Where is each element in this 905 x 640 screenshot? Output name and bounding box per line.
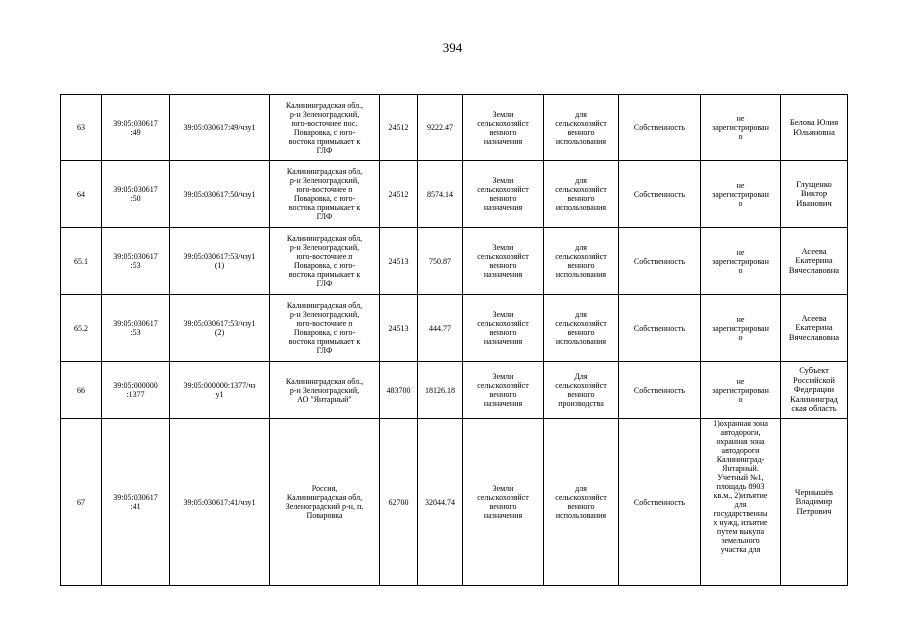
owner-name: Субъект Российской Федерации Калининград ская область (781, 362, 848, 419)
plot-part-number: 39:05:030617:53/чзу1 (2) (170, 295, 270, 362)
permitted-use: Для сельскохозяйст венного производства (544, 362, 619, 419)
land-category: Земли сельскохозяйст венного назначения (463, 161, 544, 228)
plot-address: Калининградская обл., р-н Зеленоградский, юго-восточнее пос. Поваровка, с юго- востока примыкает к ГЛФ (270, 95, 380, 161)
plot-part-number: 39:05:030617:49/чзу1 (170, 95, 270, 161)
permitted-use: для сельскохозяйст венного использования (544, 161, 619, 228)
table-row (61, 95, 848, 161)
owner-name: Глущенко Виктор Иванович (781, 161, 848, 228)
permitted-use: для сельскохозяйст венного использования (544, 295, 619, 362)
encumbrance: 1)охранная зона автодороги, охранная зона автодороги Калининград- Янтарный. Учетный №1, площадь 8903 кв.м., 2)изъятие для государственны х нужд, изъятие путем выкупа земельного участка для (701, 419, 781, 586)
cadastral-number: 39:05:030617 :50 (102, 161, 170, 228)
owner-name: Белова Юлия Юльяновна (781, 95, 848, 161)
land-category: Земли сельскохозяйст венного назначения (463, 95, 544, 161)
cost-code: 24512 (380, 161, 418, 228)
cost-code: 24513 (380, 228, 418, 295)
cost-code: 24513 (380, 295, 418, 362)
plot-area: 9222.47 (418, 95, 463, 161)
plot-area: 750.87 (418, 228, 463, 295)
permitted-use: для сельскохозяйст венного использования (544, 95, 619, 161)
plot-area: 8574.14 (418, 161, 463, 228)
plot-part-number: 39:05:030617:53/чзу1 (1) (170, 228, 270, 295)
row-number: 65.1 (61, 228, 102, 295)
table-row (61, 362, 848, 419)
right-type: Собственность (619, 161, 701, 228)
plot-part-number: 39:05:030617:41/чзу1 (170, 419, 270, 586)
cadastral-number: 39:05:030617 :41 (102, 419, 170, 586)
page-number: 394 (442, 40, 463, 55)
plot-address: Россия, Калининградская обл, Зеленоградский р-н, п. Поваровка (270, 419, 380, 586)
right-type: Собственность (619, 419, 701, 586)
table-row (61, 419, 848, 586)
owner-name: Асеева Екатерина Вячеславовна (781, 228, 848, 295)
land-category: Земли сельскохозяйст венного назначения (463, 295, 544, 362)
land-category: Земли сельскохозяйст венного назначения (463, 228, 544, 295)
owner-name: Асеева Екатерина Вячеславовна (781, 295, 848, 362)
plot-part-number: 39:05:000000:1377/чз у1 (170, 362, 270, 419)
right-type: Собственность (619, 95, 701, 161)
permitted-use: для сельскохозяйст венного использования (544, 228, 619, 295)
plot-address: Калининградская обл, р-н Зеленоградский, юго-восточнее п Поваровка, с юго- востока примыкает к ГЛФ (270, 161, 380, 228)
plot-part-number: 39:05:030617:50/чзу1 (170, 161, 270, 228)
land-category: Земли сельскохозяйст венного назначения (463, 419, 544, 586)
row-number: 66 (61, 362, 102, 419)
owner-name: Чернышёв Владимир Петрович (781, 419, 848, 586)
table-row (61, 295, 848, 362)
cost-code: 24512 (380, 95, 418, 161)
encumbrance: не зарегистрирован о (701, 161, 781, 228)
cadastral-number: 39:05:030617 :53 (102, 228, 170, 295)
plot-area: 18126.18 (418, 362, 463, 419)
cadastral-number: 39:05:000000 :1377 (102, 362, 170, 419)
right-type: Собственность (619, 228, 701, 295)
cadastral-number: 39:05:030617 :53 (102, 295, 170, 362)
cadastral-number: 39:05:030617 :49 (102, 95, 170, 161)
right-type: Собственность (619, 295, 701, 362)
encumbrance: не зарегистрирован о (701, 95, 781, 161)
plot-address: Калининградская обл., р-н Зеленоградский, АО "Янтарный" (270, 362, 380, 419)
right-type: Собственность (619, 362, 701, 419)
cost-code: 62700 (380, 419, 418, 586)
plot-address: Калининградская обл, р-н Зеленоградский, юго-восточнее п Поваровка, с юго- востока примыкает к ГЛФ (270, 295, 380, 362)
plot-area: 444.77 (418, 295, 463, 362)
table-row (61, 161, 848, 228)
plot-area: 32044.74 (418, 419, 463, 586)
land-registry-table (60, 94, 848, 586)
plot-address: Калининградская обл, р-н Зеленоградский, юго-восточнее п Поваровка, с юго- востока примыкает к ГЛФ (270, 228, 380, 295)
row-number: 65.2 (61, 295, 102, 362)
encumbrance: не зарегистрирован о (701, 362, 781, 419)
row-number: 67 (61, 419, 102, 586)
encumbrance: не зарегистрирован о (701, 295, 781, 362)
permitted-use: для сельскохозяйст венного использования (544, 419, 619, 586)
table-row (61, 228, 848, 295)
row-number: 63 (61, 95, 102, 161)
land-category: Земли сельскохозяйст венного назначения (463, 362, 544, 419)
row-number: 64 (61, 161, 102, 228)
cost-code: 483700 (380, 362, 418, 419)
encumbrance: не зарегистрирован о (701, 228, 781, 295)
